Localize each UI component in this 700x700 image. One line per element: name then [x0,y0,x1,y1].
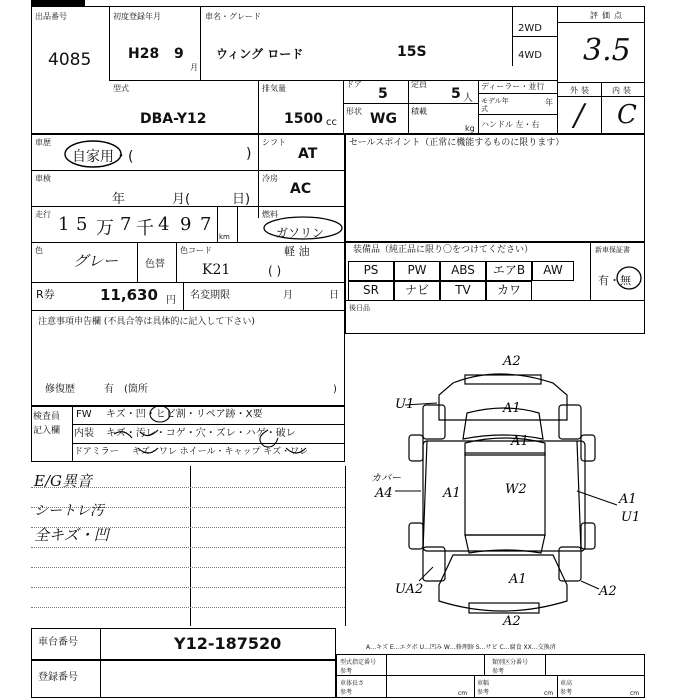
mark-cover-a4: A4 [375,486,393,501]
mark-hood-a1: A1 [503,401,521,416]
registration-month-unit: 月 [190,63,198,72]
length-cm: cm [458,690,468,697]
mileage-digit-6: 7 [200,214,212,235]
notes-title: 注意事項申告欄 (不具合等は具体的に記入して下さい) [38,317,255,327]
sales-point-label: セールスポイント（正常に機能するものに限ります） [349,138,565,148]
dealer-label: ディーラー・並行 [481,82,545,91]
drive-2wd: 2WD [518,23,542,34]
inspector-label: 検査員 記入欄 [33,412,61,436]
color-code-value: K21 [202,262,231,278]
car-outline [409,374,595,613]
shift-label: シフト [262,138,286,147]
equip-leather: カワ [486,281,532,301]
checklist-row-1-items: キズ・凹・ヒビ割・リペア跡・X要 [106,409,263,420]
load-label: 積載 [411,107,427,116]
equip-navi: ナビ [394,281,440,301]
capacity-unit: 人 [463,93,473,104]
name-change-month: 月 [283,290,293,301]
reference-box [336,654,645,698]
equip-abs: ABS [440,261,486,281]
inspection-label: 車検 [35,174,51,183]
equipment-label: 装備品（純正品に限り〇をつけてください） [353,245,534,255]
equip-ps: PS [348,261,394,281]
door-count: 5 [378,86,388,102]
warranty-value: 有・無 [598,274,631,287]
model-year-unit: 年 [545,98,553,107]
mileage-unit-km: km [219,233,230,241]
light-oil-label: 軽 油 [284,245,310,258]
mark-bumper-a2: A2 [503,614,521,629]
mileage-digit-5: 9 [180,214,192,235]
equip-sr: SR [348,281,394,301]
mark-right-a1: A1 [619,492,637,507]
height-cm: cm [630,690,640,697]
equip-aw: AW [532,261,574,281]
score-value: 3.5 [583,33,631,68]
type-cert-label: 型式指定番号 参考 [340,659,377,675]
mileage-digit-2: 5 [76,214,88,235]
equip-airbag: エアB [486,261,532,281]
lot-number: 4085 [48,50,92,70]
inspection-month: 月( [172,192,191,207]
car-name-label: 車名・グレード [205,12,261,21]
mark-left-door-a1: A1 [443,486,461,501]
fuel-value: ガソリン [276,226,325,240]
damage-diagram [345,345,645,640]
name-change-day: 日 [329,290,339,301]
model-label: 型式 [113,84,129,93]
light-oil-paren: ( ) [268,264,282,278]
ac-label: 冷房 [262,174,278,183]
color-code-label: 色コード [180,246,212,255]
mark-rear-a1: A1 [509,572,527,587]
color-label: 色 [35,246,43,255]
warranty-label: 新車保証書 [595,246,630,254]
history-value: 自家用・( [72,149,134,165]
chassis-label: 車台番号 [38,637,78,648]
chassis-number: Y12-187520 [174,634,282,653]
mileage-digit-1: 1 [58,214,70,235]
mark-front-a2: A2 [503,354,521,369]
checklist-row-3-head: ドアミラー [74,447,119,457]
capacity-value: 5 [451,86,461,102]
mark-roof-w2: W2 [505,482,527,497]
class-number-label: 類別区分番号 参考 [492,659,529,675]
mark-right-rear-a2: A2 [599,584,617,599]
mileage-digits [54,214,234,242]
repair-place: (箇所 [124,384,148,395]
capacity-label: 定員 [411,80,427,89]
mark-left-rear-ua2: UA2 [395,582,424,597]
color-value: グレー [73,252,119,270]
interior-grade: C [617,100,637,130]
registration-month: 9 [174,46,184,62]
displacement-label: 排気量 [262,84,286,93]
mark-roof-front-a1: A1 [511,434,529,449]
checklist-row-3-items: キズ・ワレ ホイール・キャップ キズ・ワレ [132,447,309,457]
interior-label: 内装 [612,86,634,95]
note-seat-stain: シートレ汚 [34,503,104,519]
mark-cover-label: カバー [371,473,401,484]
circle-mark-warranty [614,264,644,292]
load-unit: kg [465,124,475,133]
mileage-unit-sen: 千 [136,218,154,239]
car-name: ウィング ロード [216,47,304,61]
mark-right-u1: U1 [621,510,641,525]
corner-black-tab [31,0,85,6]
color-change-label: 色替 [145,259,165,270]
fuel-label: 燃料 [262,210,278,219]
post-items-label: 後日品 [349,304,370,312]
name-change-label: 名変期限 [190,290,230,301]
shape-label: 形状 [346,107,362,116]
recycle-unit: 円 [166,295,176,306]
height-label: 車高 参考 [560,680,573,696]
equip-pw: PW [394,261,440,281]
width-label: 車幅 参考 [477,680,490,696]
exterior-grade: / [574,98,585,133]
registration-number-label: 登録番号 [38,672,78,683]
body-shape: WG [370,111,397,127]
displacement: 1500 [284,111,323,127]
ac-value: AC [290,181,312,197]
inspection-year: 年 [112,192,126,207]
note-all-scratches: 全キズ・凹 [34,526,109,544]
history-label: 車歴 [35,138,51,147]
checklist-pen-marks [100,404,345,464]
model-code: DBA-Y12 [140,111,207,127]
recycle-label: R券 [36,288,55,301]
displacement-unit: cc [326,117,337,128]
mileage-label: 走行 [35,210,51,219]
model-year-label: モデル年式 [481,97,509,113]
drive-4wd: 4WD [518,50,542,61]
inspection-day: 日) [232,192,251,207]
checklist-row-2-items: キズ・汚レ・コゲ・穴・ズレ・ハゲ・破レ [106,428,296,439]
registration-year: H28 [128,46,160,62]
checklist-row-1-head: FW [76,409,92,420]
repair-label: 修復歴 [45,384,75,395]
history-close: ) [246,146,252,162]
repair-value: 有 [104,384,114,395]
mileage-digit-3: 7 [120,214,132,235]
recycle-value: 11,630 [100,286,158,304]
score-label: 評価点 [590,11,626,20]
door-label: ドア [346,80,362,89]
shift-value: AT [298,146,318,162]
lot-label: 出品番号 [35,12,67,21]
mileage-digit-4: 4 [158,214,170,235]
width-cm: cm [544,690,554,697]
length-label: 車体長さ 参考 [340,680,365,696]
registration-label: 初度登録年月 [113,12,161,21]
repair-close: ) [333,384,337,395]
exterior-label: 外装 [570,86,592,95]
circle-mark-gasoline [262,215,344,241]
sales-point-box [345,134,645,242]
equip-tv: TV [440,281,486,301]
damage-code-legend: A…キズ E…エクボ U…凹み W…修理跡 S…サビ C…腐食 XX…交換済 [366,644,556,651]
circle-mark-private [63,138,123,170]
mark-left-front-u1: U1 [395,397,415,412]
note-engine-noise: E/G異音 [34,472,92,490]
handle-label: ハンドル 左・右 [481,120,540,129]
checklist-row-2-head: 内装 [74,428,94,439]
grade: 15S [397,44,427,60]
mileage-unit-man: 万 [96,218,114,239]
